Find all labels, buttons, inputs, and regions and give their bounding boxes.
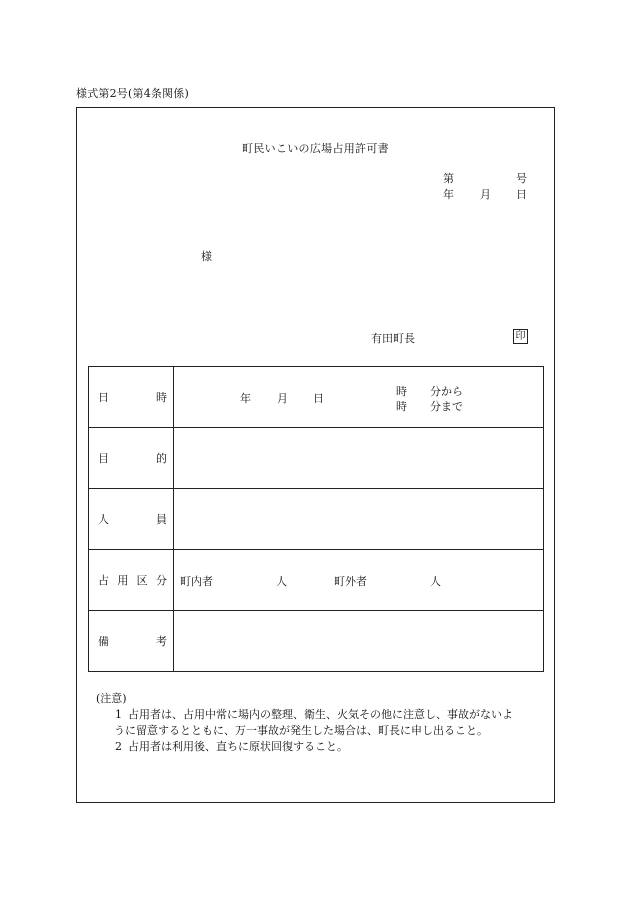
datetime-minute-to: 分まで [430, 400, 463, 413]
seal-mark: 印 [513, 329, 528, 344]
datetime-hour-from: 時 [396, 385, 407, 398]
date-month: 月 [480, 188, 491, 201]
number-prefix: 第 [443, 172, 454, 185]
permit-details-table [88, 366, 544, 672]
note-item [96, 739, 513, 755]
datetime-year: 年 [240, 392, 251, 405]
purpose-label [89, 428, 174, 489]
document-number-line [443, 170, 527, 184]
datetime-day: 日 [313, 392, 324, 405]
datetime-value [174, 367, 544, 428]
remarks-label-char-1: 備 [98, 635, 109, 648]
date-day: 日 [516, 188, 527, 201]
persons-label-char-2: 員 [156, 513, 167, 526]
table-row-datetime [89, 367, 544, 428]
remarks-label [89, 611, 174, 672]
note-text-continued: うに留意するとともに、万一事故が発生した場合は、町長に申し出ること。 [114, 724, 488, 737]
table-row-remarks [89, 611, 544, 672]
datetime-month: 月 [277, 392, 288, 405]
remarks-value [174, 611, 544, 672]
persons-label-char-1: 人 [98, 513, 109, 526]
note-text: 占用者は利用後、直ちに原状回復すること。 [128, 740, 348, 753]
datetime-minute-from: 分から [430, 385, 463, 398]
date-year: 年 [443, 188, 454, 201]
note-text: 占用者は、占用中常に場内の整理、衛生、火気その他に注意し、事故がないよ [128, 708, 513, 721]
category-value [174, 550, 544, 611]
number-suffix: 号 [516, 172, 527, 185]
category-label-char-2: 用 [117, 574, 129, 587]
out-town-unit: 人 [430, 575, 441, 588]
note-number: 1 [115, 708, 122, 721]
datetime-label-char-1: 日 [98, 391, 109, 404]
persons-value [174, 489, 544, 550]
form-number: 様式第2号(第4条関係) [76, 87, 189, 100]
persons-label [89, 489, 174, 550]
category-label [89, 550, 174, 611]
document-date-line [443, 186, 527, 200]
category-label-char-4: 分 [155, 574, 167, 587]
permit-document [76, 107, 555, 803]
addressee-honorific: 様 [201, 250, 212, 263]
category-label-char-1: 占 [98, 574, 109, 587]
datetime-hour-to: 時 [396, 400, 407, 413]
issuer-name: 有田町長 [371, 332, 415, 345]
notes-heading: (注意) [96, 692, 127, 705]
document-title: 町民いこいの広場占用許可書 [242, 142, 389, 155]
notes-section [96, 691, 513, 755]
table-row-purpose [89, 428, 544, 489]
purpose-label-char-2: 的 [156, 452, 167, 465]
in-town-unit: 人 [276, 575, 287, 588]
note-item [96, 707, 513, 723]
category-label-char-3: 区 [136, 574, 148, 587]
in-town-label: 町内者 [180, 575, 213, 588]
out-town-label: 町外者 [334, 575, 367, 588]
table-row-persons [89, 489, 544, 550]
note-number: 2 [115, 740, 122, 753]
datetime-label-char-2: 時 [156, 391, 167, 404]
purpose-label-char-1: 目 [98, 452, 109, 465]
datetime-label [89, 367, 174, 428]
table-row-category [89, 550, 544, 611]
remarks-label-char-2: 考 [156, 635, 167, 648]
purpose-value [174, 428, 544, 489]
